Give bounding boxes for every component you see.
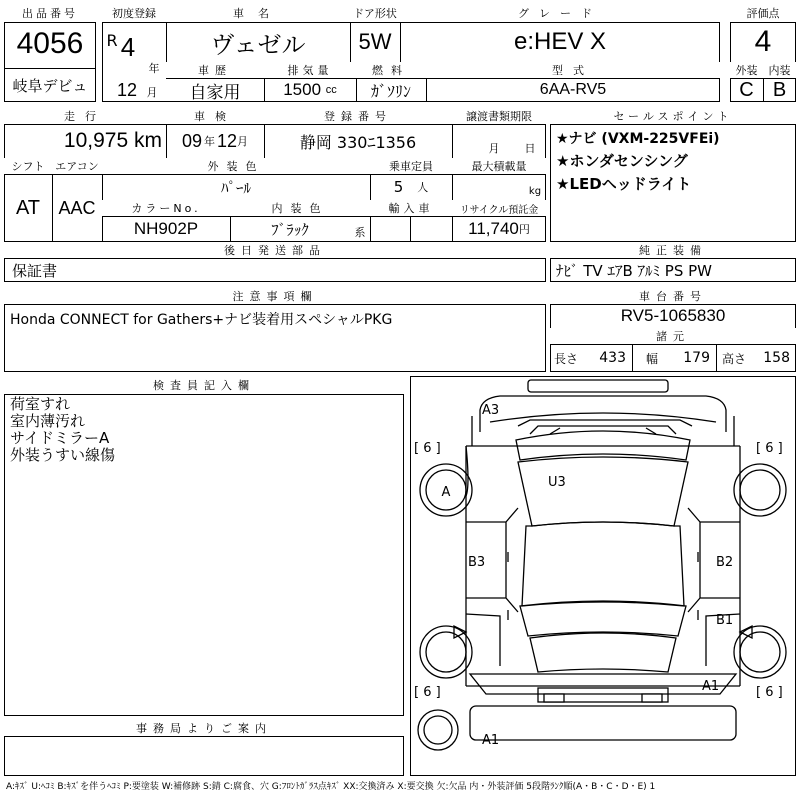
inspector-line-4: 外装うすい線傷 bbox=[10, 446, 116, 464]
shift-label: シフト bbox=[4, 158, 52, 174]
displacement-label: 排気量 bbox=[264, 62, 356, 78]
fuel-label: 燃料 bbox=[356, 62, 426, 78]
grade-value: e:HEV X bbox=[513, 28, 607, 55]
hood bbox=[470, 674, 736, 694]
notes-value: Honda CONNECT for Gathers+ナビ装着用スペシャルPKG bbox=[10, 312, 393, 328]
plate-label: 登録番号 bbox=[264, 108, 452, 124]
chassis-label: 車台番号 bbox=[550, 288, 796, 304]
ext-color-label: 外装色 bbox=[102, 158, 370, 174]
windshield bbox=[530, 633, 676, 672]
width-label: 幅 bbox=[646, 351, 659, 366]
int-color-value: ﾌﾞﾗｯｸ bbox=[271, 220, 309, 239]
first-reg-month: 12 bbox=[116, 80, 138, 100]
mileage-unit: km bbox=[134, 129, 162, 152]
recycle-unit: 円 bbox=[518, 224, 530, 236]
year-unit: 年 bbox=[148, 62, 160, 75]
front-bumper bbox=[470, 706, 736, 740]
mark-a1-right: A1 bbox=[702, 679, 720, 694]
roof bbox=[518, 457, 688, 526]
int-grade: B bbox=[772, 78, 787, 101]
genuine-value: ﾅﾋﾞ TV ｴｱB ｱﾙﾐ PS PW bbox=[556, 261, 712, 280]
car-name-label: 車名 bbox=[166, 4, 350, 22]
displacement-number: 1500 bbox=[283, 80, 322, 99]
inspector-line-3: サイドミラーA bbox=[10, 429, 110, 447]
model-label: 型式 bbox=[426, 62, 720, 78]
length-label: 長さ bbox=[554, 351, 579, 366]
history-value: 自家用 bbox=[189, 82, 241, 102]
recycle-value bbox=[452, 216, 546, 242]
height-label: 高さ bbox=[722, 351, 747, 366]
insp-year-unit: 年 bbox=[204, 136, 215, 148]
transfer-day: 日 bbox=[524, 142, 536, 155]
ext-color-value: ﾊﾟｰﾙ bbox=[220, 178, 251, 197]
plate-value: 静岡 330ﾆ1356 bbox=[299, 132, 417, 152]
mark-a3: A3 bbox=[482, 403, 500, 418]
later-parts-value: 保証書 bbox=[12, 261, 58, 280]
height-number: 158 bbox=[763, 350, 790, 366]
length-number: 433 bbox=[599, 350, 626, 366]
tire-depth-br: [ 6 ] bbox=[756, 685, 783, 700]
mileage-value bbox=[4, 124, 166, 158]
mark-b1: B1 bbox=[716, 613, 734, 628]
score-value: 4 bbox=[754, 25, 772, 58]
inspection-value bbox=[166, 124, 264, 158]
recycle-label: リサイクル預託金 bbox=[452, 200, 546, 216]
transfer-label: 譲渡書類期限 bbox=[452, 108, 546, 124]
capacity-label: 乗車定員 bbox=[370, 158, 452, 174]
dims-label: 諸元 bbox=[550, 328, 796, 344]
chassis-value: RV5-1065830 bbox=[620, 306, 726, 325]
era-letter: R bbox=[106, 30, 118, 50]
displacement-value bbox=[264, 78, 356, 102]
selling-points-label: セールスポイント bbox=[550, 108, 796, 124]
mark-u3: U3 bbox=[548, 475, 566, 490]
wheel-front-left bbox=[420, 626, 472, 678]
length-value bbox=[550, 344, 632, 372]
load-label: 最大積載量 bbox=[452, 158, 546, 174]
int-grade-label: 内装 bbox=[763, 62, 796, 78]
recycle-number: 11,740 bbox=[468, 219, 519, 238]
selling-point-2: ★ホンダセンシング bbox=[556, 151, 688, 170]
tire-depth-tl: [ 6 ] bbox=[414, 441, 441, 456]
insp-month-unit: 月 bbox=[237, 136, 249, 148]
score-label: 評価点 bbox=[730, 4, 796, 22]
lot-number: 4056 bbox=[16, 27, 84, 60]
door-label: ドア形状 bbox=[350, 4, 400, 22]
import-label: 輸入車 bbox=[370, 200, 452, 216]
genuine-label: 純正装備 bbox=[550, 242, 796, 258]
selling-point-3: ★LEDヘッドライト bbox=[556, 174, 692, 193]
width-value bbox=[632, 344, 716, 372]
car-name: ヴェゼル bbox=[210, 30, 306, 59]
mark-b2: B2 bbox=[716, 555, 734, 570]
shift-value: AT bbox=[15, 196, 41, 219]
first-reg-label: 初度登録 bbox=[102, 4, 166, 22]
rear-bumper bbox=[528, 380, 668, 392]
mark-a1-bottom: A1 bbox=[482, 733, 500, 748]
first-reg-year: 4 bbox=[120, 31, 136, 62]
transfer-month: 月 bbox=[488, 142, 500, 155]
grade-label: グレード bbox=[400, 4, 720, 22]
ext-grade: C bbox=[739, 78, 754, 101]
color-no-value: NH902P bbox=[133, 219, 199, 238]
capacity-unit: 人 bbox=[417, 181, 429, 194]
width-number: 179 bbox=[683, 350, 710, 366]
color-no-label: カラーNo. bbox=[102, 200, 230, 216]
int-color-label: 内装色 bbox=[230, 200, 370, 216]
month-unit: 月 bbox=[146, 86, 158, 99]
model-value: 6AA-RV5 bbox=[539, 81, 607, 98]
body-outline bbox=[466, 446, 740, 686]
wheel-front-right bbox=[734, 626, 786, 678]
later-parts-label: 後日発送部品 bbox=[4, 242, 546, 258]
cabin bbox=[522, 522, 684, 606]
office-label: 事務局よりご案内 bbox=[4, 720, 404, 736]
mark-b3: B3 bbox=[468, 555, 486, 570]
wheel-rear-right bbox=[734, 464, 786, 516]
mileage-number: 10,975 bbox=[63, 129, 129, 152]
car-diagram bbox=[410, 376, 796, 776]
selling-point-1: ★ナビ (VXM-225VFEi) bbox=[556, 131, 720, 147]
notes-label: 注意事項欄 bbox=[4, 288, 546, 304]
tire-depth-tr: [ 6 ] bbox=[756, 441, 783, 456]
door-type: 5W bbox=[358, 29, 392, 54]
capacity-number: 5 bbox=[393, 178, 404, 196]
insp-month: 12 bbox=[217, 130, 238, 151]
ac-label: エアコン bbox=[52, 158, 102, 174]
venue-name: 岐阜デビュ bbox=[12, 76, 88, 95]
inspection-label: 車検 bbox=[166, 108, 264, 124]
mileage-label: 走行 bbox=[4, 108, 166, 124]
height-value bbox=[716, 344, 796, 372]
insp-year: 09 bbox=[181, 130, 202, 151]
history-label: 車歴 bbox=[166, 62, 264, 78]
displacement-unit: cc bbox=[325, 84, 337, 96]
load-unit: kg bbox=[528, 185, 542, 197]
lot-label: 出品番号 bbox=[4, 4, 96, 22]
ext-grade-label: 外装 bbox=[730, 62, 763, 78]
int-color-unit: 系 bbox=[354, 226, 366, 239]
inspector-line-1: 荷室すれ bbox=[10, 395, 71, 413]
legend-text: A:ｷｽﾞ U:ﾍｺﾐ B:ｷｽﾞを伴うﾍｺﾐ P:要塗装 W:補修跡 S:錆 C:腐食、穴 G:ﾌﾛﾝﾄｶﾞﾗｽ点ｷｽﾞ XX:交換済み X:要交換 欠:欠品 内・外装評価 5段階ﾗﾝｸ順(A・B・C・D・E) 1 bbox=[6, 782, 656, 792]
capacity-value bbox=[370, 174, 452, 200]
inspector-line-2: 室内薄汚れ bbox=[10, 412, 86, 430]
mark-a: A bbox=[441, 485, 451, 500]
fuel-value: ｶﾞｿﾘﾝ bbox=[370, 81, 411, 101]
tire-depth-bl: [ 6 ] bbox=[414, 685, 441, 700]
inspector-label: 検査員記入欄 bbox=[4, 376, 404, 394]
ac-value: AAC bbox=[58, 197, 96, 218]
inspector-notes bbox=[10, 396, 390, 464]
